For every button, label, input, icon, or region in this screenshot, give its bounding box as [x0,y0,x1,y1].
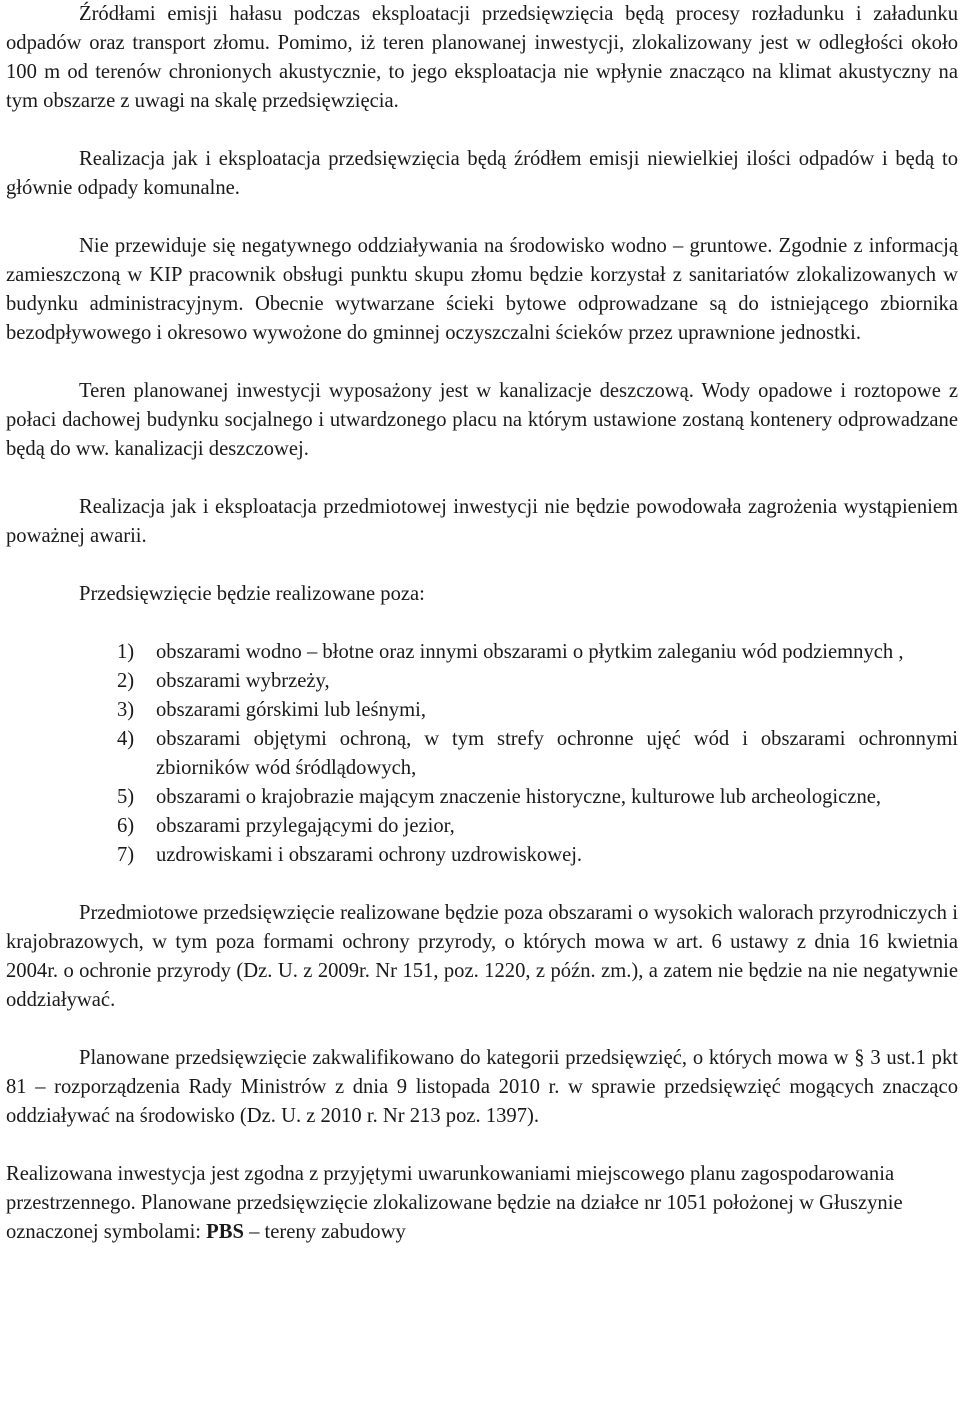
list-item-number: 2) [117,670,135,692]
list-item-text: uzdrowiskami i obszarami ochrony uzdrowiskowej. [156,844,583,866]
paragraph-regulation-category: Planowane przedsięwzięcie zakwalifikowano do kategorii przedsięwzięć, o których mowa w § 3 ust.1 pkt 81 – rozporządzenia Rady Ministrów z dnia 9 listopada 2010 r. w sprawie przedsięwzięć mogących znacząco oddziaływać na środowisko (Dz. U. z 2010 r. Nr 213 poz. 1397). [6,1047,958,1127]
paragraph-zoning-plan [6,1160,958,1247]
list-item [6,725,958,783]
paragraph-waste: Realizacja jak i eksploatacja przedsięwzięcia będą źródłem emisji niewielkiej ilości odpadów i będą to głównie odpady komunalne. [6,148,958,199]
list-item-text: obszarami objętymi ochroną, w tym strefy ochronne ujęć wód i obszarami ochronnymi zbiorników wód śródlądowych, [156,728,958,779]
list-item-text: obszarami górskimi lub leśnymi, [156,699,426,721]
list-item [6,638,958,667]
list-item-text: obszarami przylegającymi do jezior, [156,815,455,837]
paragraph-list-intro: Przedsięwzięcie będzie realizowane poza: [79,583,425,605]
list-item-text: obszarami wybrzeży, [156,670,330,692]
paragraph-nature-protection: Przedmiotowe przedsięwzięcie realizowane będzie poza obszarami o wysokich walorach przyrodniczych i krajobrazowych, w tym poza formami ochrony przyrody, o których mowa w art. 6 ustawy z dnia 16 kwietnia 2004r. o ochronie przyrody (Dz. U. z 2009r. Nr 151, poz. 1220, z późn. zm.), a zatem nie będzie na nie negatywnie oddziaływać. [6,902,958,1011]
list-item [6,667,958,696]
list-item-text: obszarami o krajobrazie mającym znaczenie historyczne, kulturowe lub archeologiczne, [156,786,882,808]
list-item-number: 5) [117,786,135,808]
list-item-text: obszarami wodno – błotne oraz innymi obszarami o płytkim zaleganiu wód podziemnych , [156,641,904,663]
document-page [6,0,958,1247]
zoning-text-end: – tereny zabudowy [243,1221,406,1243]
list-item-number: 3) [117,699,135,721]
zoning-symbol: PBS [206,1221,244,1243]
paragraph-major-accident: Realizacja jak i eksploatacja przedmiotowej inwestycji nie będzie powodowała zagrożenia wystąpieniem poważnej awarii. [6,496,958,547]
paragraph-stormwater: Teren planowanej inwestycji wyposażony jest w kanalizacje deszczową. Wody opadowe i roztopowe z połaci dachowej budynku socjalnego i utwardzonego placu na którym ustawione zostaną kontenery odprowadzane będą do ww. kanalizacji deszczowej. [6,380,958,460]
list-item [6,696,958,725]
list-item [6,783,958,812]
paragraph-noise-emissions: Źródłami emisji hałasu podczas eksploatacji przedsięwzięcia będą procesy rozładunku i załadunku odpadów oraz transport złomu. Pomimo, iż teren planowanej inwestycji, zlokalizowany jest w odległości około 100 m od terenów chronionych akustycznie, to jego eksploatacja nie wpłynie znacząco na klimat akustyczny na tym obszarze z uwagi na skalę przedsięwzięcia. [6,3,958,112]
excluded-areas-list [6,638,958,870]
list-item [6,812,958,841]
list-item-number: 7) [117,844,135,866]
paragraph-water-soil: Nie przewiduje się negatywnego oddziaływania na środowisko wodno – gruntowe. Zgodnie z informacją zamieszczoną w KIP pracownik obsługi punktu skupu złomu będzie korzystał z sanitariatów zlokalizowanych w budynku administracyjnym. Obecnie wytwarzane ścieki bytowe odprowadzane są do istniejącego zbiornika bezodpływowego i okresowo wywożone do gminnej oczyszczalni ścieków przez uprawnione jednostki. [6,235,958,344]
list-item-number: 6) [117,815,135,837]
zoning-text-start: Realizowana inwestycja jest zgodna z przyjętymi uwarunkowaniami miejscowego planu zagospodarowania przestrzennego. Planowane przedsięwzięcie zlokalizowane będzie na działce nr 1051 położonej w Głuszynie oznaczonej symbolami: [6,1163,903,1243]
list-item-number: 1) [117,641,135,663]
list-item-number: 4) [117,728,135,750]
list-item [6,841,958,870]
